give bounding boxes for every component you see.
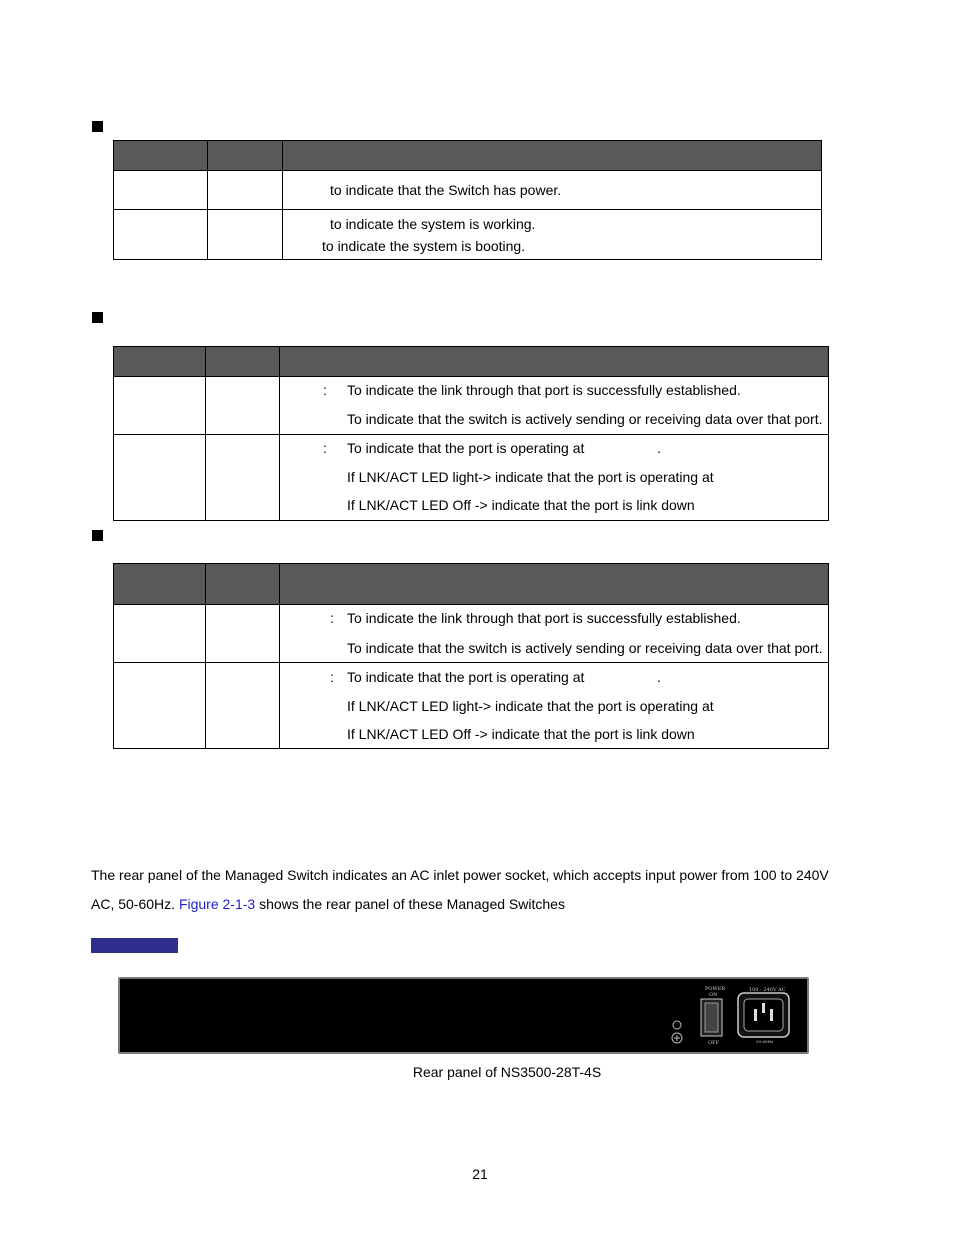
on-label: ON bbox=[709, 992, 718, 998]
figure-caption: Rear panel of NS3500-28T-4S bbox=[412, 1064, 602, 1080]
lnk-act-data-text: To indicate that the switch is actively sending or receiving data over that port. bbox=[347, 640, 823, 656]
table-header-cell bbox=[280, 347, 829, 377]
page-number: 21 bbox=[472, 1166, 488, 1182]
speed-period: . bbox=[657, 440, 661, 456]
figure-label-bar bbox=[91, 938, 178, 953]
speed-operating-text: To indicate that the port is operating at bbox=[347, 669, 585, 685]
speed-off-text: If LNK/ACT LED Off -> indicate that the port is link down bbox=[347, 497, 695, 513]
off-label: OFF bbox=[708, 1040, 720, 1046]
section-bullet-port-led-1 bbox=[92, 312, 103, 323]
section-bullet-system-led bbox=[92, 121, 103, 132]
figure-link[interactable]: Figure 2-1-3 bbox=[178, 896, 256, 912]
ac-frequency-label: 50-60Hz bbox=[756, 1039, 774, 1044]
colon: : bbox=[330, 610, 334, 626]
paragraph-line-2 bbox=[91, 890, 851, 919]
speed-period: . bbox=[657, 669, 661, 685]
table-header-cell bbox=[114, 141, 208, 171]
paragraph-line-1: The rear panel of the Managed Switch indicates an AC inlet power socket, which accepts input power from 100 to 240V bbox=[91, 867, 829, 883]
speed-off-text: If LNK/ACT LED Off -> indicate that the port is link down bbox=[347, 726, 695, 742]
section-bullet-port-led-2 bbox=[92, 530, 103, 541]
lnk-act-established-text: To indicate the link through that port is successfully established. bbox=[347, 610, 741, 626]
table-header-cell bbox=[206, 347, 280, 377]
colon: : bbox=[323, 382, 327, 398]
colon: : bbox=[330, 669, 334, 685]
port-led-table-2 bbox=[113, 563, 829, 749]
ac-voltage-label: 100 - 240V AC bbox=[749, 987, 786, 993]
ground-screw-icon bbox=[672, 1021, 682, 1043]
speed-light-text: If LNK/ACT LED light-> indicate that the port is operating at bbox=[347, 469, 714, 485]
ac-inlet-icon bbox=[738, 993, 789, 1037]
speed-light-text: If LNK/ACT LED light-> indicate that the port is operating at bbox=[347, 698, 714, 714]
table-header-cell bbox=[283, 141, 822, 171]
table-header-cell bbox=[114, 347, 206, 377]
power-switch-icon bbox=[701, 999, 722, 1036]
table-header-cell bbox=[208, 141, 283, 171]
power-led-description: to indicate that the Switch has power. bbox=[330, 182, 562, 198]
rear-panel-paragraph bbox=[91, 861, 851, 919]
table-header-cell bbox=[206, 564, 280, 605]
sys-led-working-description: to indicate the system is working. bbox=[330, 216, 536, 232]
lnk-act-established-text: To indicate the link through that port is successfully established. bbox=[347, 382, 741, 398]
rear-panel-image bbox=[118, 977, 809, 1054]
lnk-act-data-text: To indicate that the switch is actively sending or receiving data over that port. bbox=[347, 411, 823, 427]
paragraph-text: shows the rear panel of these Managed Switches bbox=[255, 896, 565, 912]
rear-panel-drawing bbox=[120, 979, 807, 1052]
paragraph-text: AC, 50-60Hz. bbox=[91, 896, 179, 912]
colon: : bbox=[323, 440, 327, 456]
sys-led-booting-description: to indicate the system is booting. bbox=[322, 238, 526, 254]
power-label: POWER bbox=[705, 986, 726, 992]
table-header-cell bbox=[114, 564, 206, 605]
speed-operating-text: To indicate that the port is operating at bbox=[347, 440, 585, 456]
table-header-cell bbox=[280, 564, 829, 605]
port-led-table-1 bbox=[113, 346, 829, 521]
